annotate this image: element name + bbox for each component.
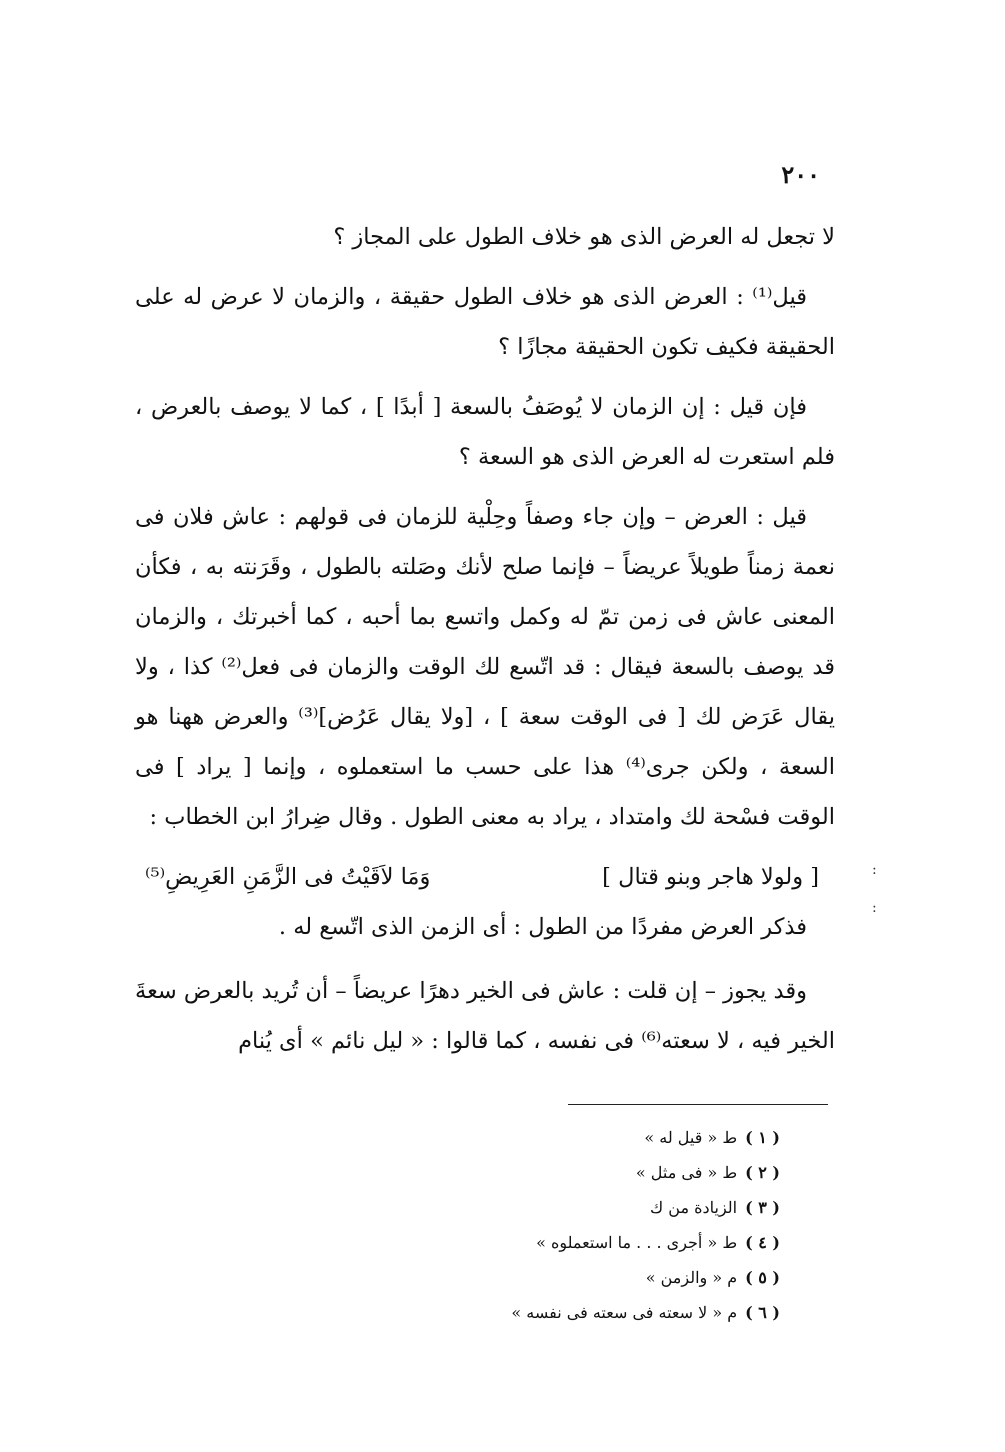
- footnote-number: ( ٣ ): [745, 1198, 780, 1217]
- main-text: [135, 212, 835, 1076]
- footnote-number: ( ٥ ): [745, 1268, 780, 1287]
- footnote-text: ط « فى مثل »: [635, 1163, 738, 1182]
- poetry-verse: [135, 852, 835, 902]
- footnote-number: ( ٢ ): [745, 1163, 780, 1182]
- margin-mark: :: [872, 862, 877, 878]
- footnote-item: [360, 1120, 780, 1155]
- margin-mark: :: [872, 900, 877, 916]
- footnote-number: ( ٦ ): [745, 1303, 780, 1322]
- paragraph-5: وقد يجوز – إن قلت : عاش فى الخير دهرًا عريضاً – أن تُريد بالعرض سعةَ الخير فيه ، لا سعته⁽⁶⁾ فى نفسه ، كما قالوا : « ليل نائم » أى يُنام: [135, 978, 835, 1054]
- verse-first-hemistich: [ ولولا هاجر وبنو قتال ]: [602, 864, 819, 890]
- footnote-item: [360, 1190, 780, 1225]
- verse-second-hemistich: وَمَا لاَقَيْتُ فى الزَّمَنِ العَرِيضِ⁽⁵⁾: [145, 864, 431, 890]
- footnote-text: م « لا سعته فى سعته فى نفسه »: [511, 1303, 738, 1322]
- footnotes-list: [360, 1120, 780, 1330]
- footnote-text: الزيادة من ك: [650, 1198, 738, 1217]
- footnote-text: ط « أجرى . . . ما استعملوه »: [536, 1233, 738, 1252]
- footnote-number: ( ٤ ): [745, 1233, 780, 1252]
- footnote-item: [360, 1260, 780, 1295]
- paragraph-3: فإن قيل : إن الزمان لا يُوصَفُ بالسعة [ أبدًا ] ، كما لا يوصف بالعرض ، فلم استعرت له العرض الذى هو السعة ؟: [135, 394, 835, 470]
- footnote-item: [360, 1155, 780, 1190]
- footnote-text: م « والزمن »: [645, 1268, 738, 1287]
- footnote-number: ( ١ ): [745, 1128, 780, 1147]
- footnote-item: [360, 1225, 780, 1260]
- paragraph-4: قيل : العرض – وإن جاء وصفاً وحِلْية للزمان فى قولهم : عاش فلان فى نعمة زمناً طويلاً عريضاً – فإنما صلح لأنك وصَلته بالطول ، وقَرَنته به ، فكأن المعنى عاش فى زمن تمّ له وكمل واتسع بما أحبه ، كما أخبرتك ، والزمان قد يوصف بالسعة فيقال : قد اتّسع لك الوقت والزمان فى فعل⁽²⁾ كذا ، ولا يقال عَرَض لك [ فى الوقت سعة ] ، [ولا يقال عَرُض]⁽³⁾ والعرض ههنا هو السعة ، ولكن جرى⁽⁴⁾ هذا على حسب ما استعملوه ، وإنما [ يراد ] فى الوقت فسْحة لك وامتداد ، يراد به معنى الطول . وقال ضِرارُ ابن الخطاب :: [135, 504, 836, 830]
- footnote-divider: [568, 1104, 828, 1105]
- paragraph-2: قيل⁽¹⁾ : العرض الذى هو خلاف الطول حقيقة ، والزمان لا عرض له على الحقيقة فكيف تكون الحقيقة مجازًا ؟: [135, 284, 835, 360]
- footnote-item: [360, 1295, 780, 1330]
- verse-commentary: فذكر العرض مفردًا من الطول : أى الزمن الذى اتّسع له .: [278, 914, 807, 940]
- paragraph-1: لا تجعل له العرض الذى هو خلاف الطول على المجاز ؟: [333, 224, 835, 250]
- page-number: ٢٠٠: [781, 160, 820, 189]
- footnote-text: ط « قيل له »: [644, 1128, 738, 1147]
